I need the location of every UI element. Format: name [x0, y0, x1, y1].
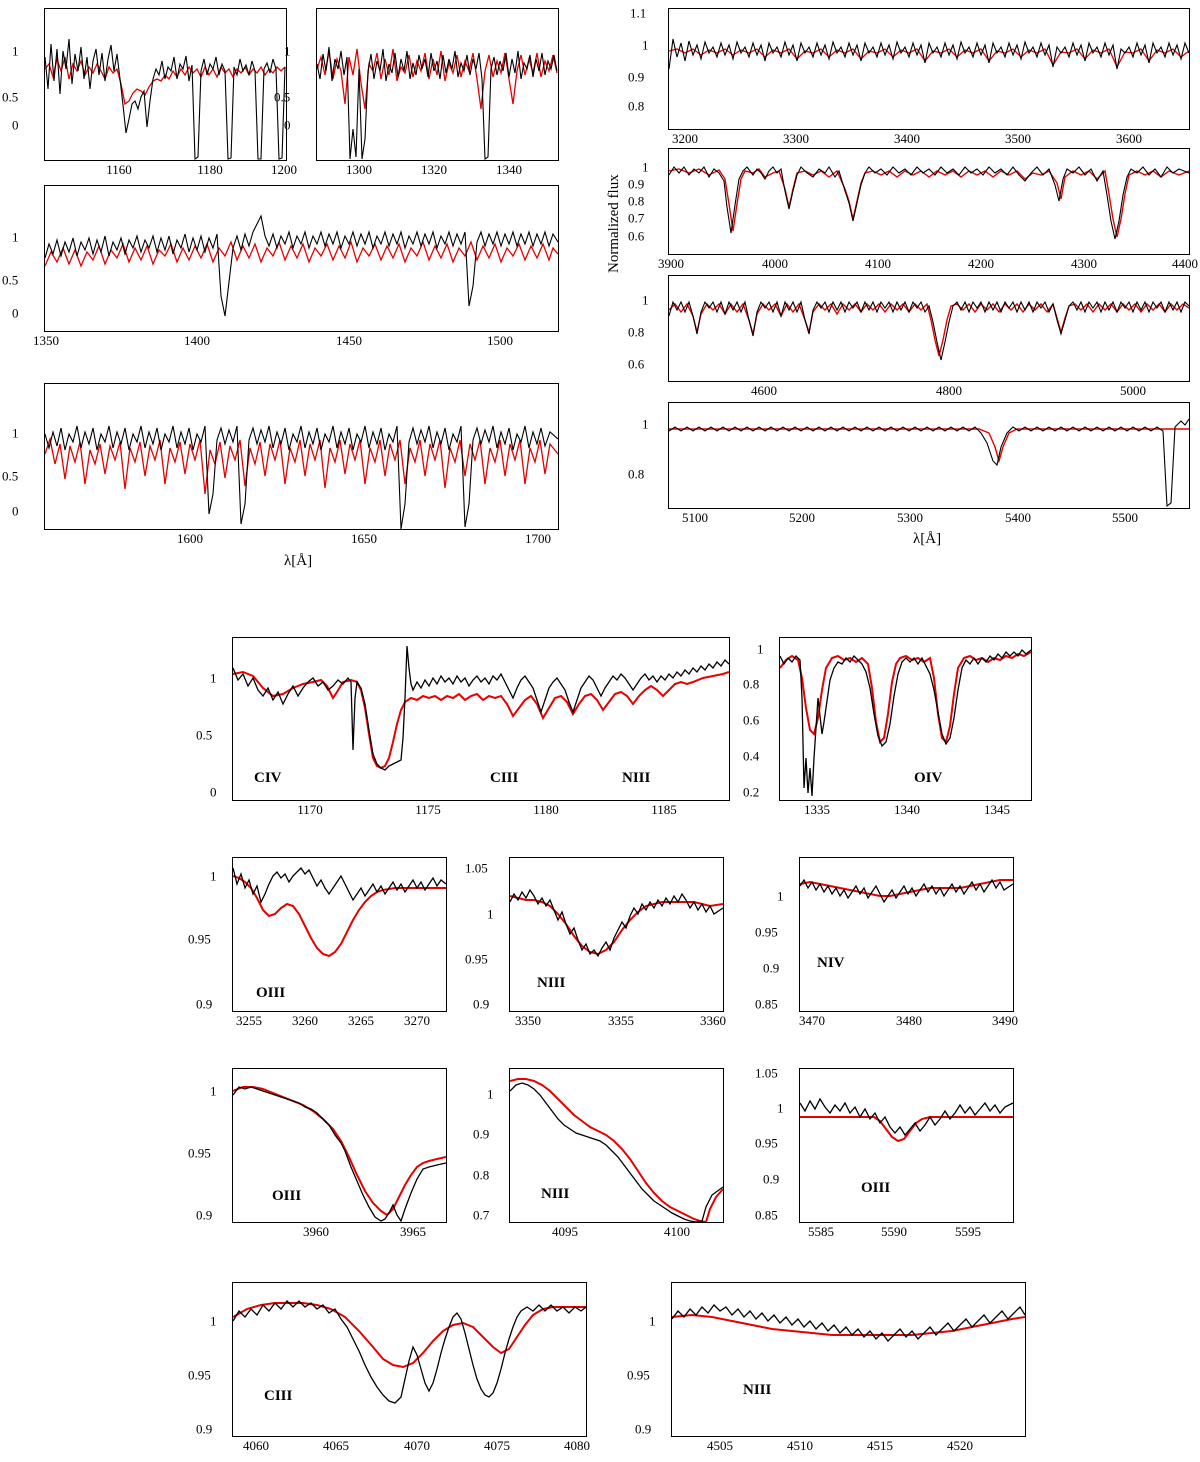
ytick-label: 1	[642, 159, 649, 175]
ytick-label: 1	[642, 37, 649, 53]
ytick-label: 1	[12, 229, 19, 245]
spectrum-plot	[800, 1069, 1013, 1222]
xtick-label: 3300	[783, 131, 809, 146]
ytick-label: 0.7	[628, 210, 645, 226]
xtick-label: 3470	[799, 1013, 825, 1028]
spectrum-plot	[45, 186, 558, 331]
xtick-label: 4095	[552, 1224, 578, 1239]
xtick-label: 4000	[762, 256, 788, 271]
ytick-label: 1	[210, 1083, 217, 1099]
xtick-label: 1340	[894, 802, 920, 817]
spectrum-plot	[669, 149, 1189, 254]
xtick-label: 5000	[1120, 383, 1146, 398]
panel-zoom-3350-3360	[465, 857, 726, 1028]
ytick-label: 0.8	[473, 1167, 490, 1183]
xtick-label: 1500	[487, 333, 513, 348]
xtick-label: 1170	[297, 802, 323, 817]
xtick-label: 3400	[894, 131, 920, 146]
ytick-label: 0.95	[188, 1367, 211, 1383]
ytick-label: 1	[487, 1086, 494, 1102]
xtick-label: 4510	[787, 1438, 813, 1453]
panel-opt-3900-4400	[606, 148, 1198, 273]
ytick-label: 1	[642, 292, 649, 308]
ytick-label: 0.9	[473, 996, 490, 1012]
spectrum-plot	[780, 638, 1031, 800]
xtick-label: 4065	[323, 1438, 349, 1453]
xtick-label: 5585	[808, 1224, 834, 1239]
plot-frame	[44, 185, 559, 332]
xtick-label: 3260	[292, 1013, 318, 1028]
panel-zoom-3255-3272	[188, 857, 447, 1028]
spectrum-plot	[669, 276, 1189, 381]
plot-frame	[44, 8, 287, 161]
plot-frame	[668, 148, 1190, 255]
panel-opt-4500-5050	[628, 275, 1190, 398]
xtick-label: 4400	[1172, 256, 1198, 271]
spectrum-plot	[233, 1069, 446, 1222]
plot-frame	[316, 8, 559, 161]
xtick-label: 4060	[243, 1438, 269, 1453]
plot-frame	[232, 1282, 587, 1437]
panel-zoom-1167-1187	[196, 637, 730, 817]
xtick-label: 1320	[421, 162, 447, 177]
spectrum-plot	[317, 9, 558, 160]
xtick-label: 1450	[336, 333, 362, 348]
ytick-label: 0.8	[628, 193, 645, 209]
xtick-label: 1180	[197, 162, 223, 177]
ytick-label: 0.4	[743, 748, 760, 764]
plot-frame	[232, 1068, 447, 1223]
ion-label-niii: NIII	[743, 1382, 772, 1398]
xtick-label: 3900	[658, 256, 684, 271]
ytick-label: 0.85	[755, 1207, 778, 1223]
ytick-label: 0	[284, 117, 291, 133]
xtick-label: 4080	[564, 1438, 590, 1453]
ion-label-oiii: OIII	[256, 985, 286, 1001]
xtick-label: 1175	[415, 802, 441, 817]
ytick-label: 0	[12, 305, 19, 321]
ytick-label: 0.5	[2, 89, 19, 105]
axis-label-x: λ[Å]	[913, 531, 942, 547]
ytick-label: 0.6	[628, 356, 645, 372]
xtick-label: 1345	[984, 802, 1010, 817]
ytick-label: 0.9	[473, 1126, 490, 1142]
ytick-label: 1	[12, 425, 19, 441]
xtick-label: 4520	[947, 1438, 973, 1453]
spectrum-plot	[800, 858, 1013, 1011]
xtick-label: 3265	[348, 1013, 374, 1028]
plot-frame	[799, 857, 1014, 1012]
ion-label-oiii: OIII	[272, 1188, 302, 1204]
ytick-label: 1	[210, 670, 217, 686]
ytick-label: 0.8	[628, 98, 645, 114]
ytick-label: 0.95	[627, 1367, 650, 1383]
xtick-label: 3600	[1116, 131, 1142, 146]
ytick-label: 0.5	[274, 89, 291, 105]
ytick-label: 0.95	[755, 924, 778, 940]
panel-zoom-4502-4524	[627, 1282, 1026, 1453]
ytick-label: 0	[210, 784, 217, 800]
ytick-label: 0.8	[628, 324, 645, 340]
ion-label-niii: NIII	[541, 1186, 570, 1202]
ion-label-niii: NIII	[622, 770, 651, 786]
ytick-label: 1	[210, 868, 217, 884]
panel-zoom-4060-4080	[188, 1282, 590, 1453]
ytick-label: 1	[12, 43, 19, 59]
panel-zoom-5585-5598	[755, 1065, 1014, 1239]
ion-label-niii: NIII	[537, 975, 566, 991]
xtick-label: 4200	[968, 256, 994, 271]
ion-label-oiii: OIII	[861, 1180, 891, 1196]
ytick-label: 1	[284, 43, 291, 59]
ytick-label: 1	[777, 1100, 784, 1116]
xtick-label: 1300	[346, 162, 372, 177]
ytick-label: 1	[649, 1313, 656, 1329]
ytick-label: 0.2	[743, 784, 760, 800]
plot-frame	[799, 1068, 1014, 1223]
xtick-label: 1700	[525, 531, 551, 546]
ytick-label: 0.9	[196, 1421, 213, 1437]
axis-label-y: Normalized flux	[606, 174, 622, 273]
ytick-label: 0.95	[465, 951, 488, 967]
xtick-label: 5500	[1112, 510, 1138, 525]
xtick-label: 4505	[707, 1438, 733, 1453]
ytick-label: 0.8	[628, 466, 645, 482]
xtick-label: 4100	[664, 1224, 690, 1239]
xtick-label: 1160	[106, 162, 132, 177]
ytick-label: 1	[210, 1313, 217, 1329]
panel-zoom-1333-1347	[743, 637, 1032, 817]
ytick-label: 0	[12, 503, 19, 519]
xtick-label: 1400	[184, 333, 210, 348]
xtick-label: 3490	[992, 1013, 1018, 1028]
ytick-label: 0.9	[763, 960, 780, 976]
ytick-label: 0.6	[743, 712, 760, 728]
ytick-label: 0.7	[473, 1207, 490, 1223]
ytick-label: 0.6	[628, 228, 645, 244]
xtick-label: 3360	[700, 1013, 726, 1028]
ytick-label: 0.95	[755, 1135, 778, 1151]
ytick-label: 1.1	[630, 5, 647, 21]
ytick-label: 1.05	[465, 860, 488, 876]
xtick-label: 3965	[400, 1224, 426, 1239]
plot-frame	[668, 402, 1190, 509]
ytick-label: 0.9	[196, 996, 213, 1012]
xtick-label: 4600	[751, 383, 777, 398]
xtick-label: 4300	[1071, 256, 1097, 271]
ion-label-ciii: CIII	[490, 770, 519, 786]
ion-label-ciii: CIII	[264, 1388, 293, 1404]
xtick-label: 4100	[865, 256, 891, 271]
panel-zoom-4093-4102	[473, 1068, 724, 1239]
spectrum-plot	[233, 1283, 586, 1436]
xtick-label: 4515	[867, 1438, 893, 1453]
ytick-label: 1	[757, 641, 764, 657]
xtick-label: 1600	[177, 531, 203, 546]
xtick-label: 3500	[1005, 131, 1031, 146]
xtick-label: 4070	[404, 1438, 430, 1453]
panel-uv-1150-1200	[2, 8, 297, 177]
ytick-label: 1.05	[755, 1065, 778, 1081]
panel-zoom-3470-3490	[755, 857, 1018, 1028]
spectrum-plot	[45, 9, 286, 160]
ytick-label: 0.9	[628, 176, 645, 192]
ytick-label: 0.95	[188, 1145, 211, 1161]
ytick-label: 0.9	[196, 1207, 213, 1223]
spectrum-plot	[233, 638, 729, 800]
spectrum-plot	[669, 9, 1189, 129]
ion-label-oiv: OIV	[914, 770, 943, 786]
ytick-label: 0	[12, 117, 19, 133]
xtick-label: 5300	[897, 510, 923, 525]
plot-frame	[668, 275, 1190, 382]
xtick-label: 5400	[1005, 510, 1031, 525]
xtick-label: 5590	[881, 1224, 907, 1239]
ion-label-civ: CIV	[254, 770, 282, 786]
plot-frame	[44, 383, 559, 530]
ytick-label: 0.9	[763, 1171, 780, 1187]
xtick-label: 3960	[303, 1224, 329, 1239]
axis-label-x: λ[Å]	[284, 553, 313, 569]
plot-frame	[671, 1282, 1026, 1437]
plot-frame	[779, 637, 1032, 801]
panel-zoom-3956-3966	[188, 1068, 447, 1239]
xtick-label: 1340	[496, 162, 522, 177]
ytick-label: 0.5	[196, 727, 213, 743]
xtick-label: 5200	[789, 510, 815, 525]
xtick-label: 1180	[533, 802, 559, 817]
ytick-label: 1	[642, 416, 649, 432]
plot-frame	[668, 8, 1190, 130]
ytick-label: 0.8	[743, 676, 760, 692]
xtick-label: 3480	[896, 1013, 922, 1028]
ytick-label: 0.9	[628, 69, 645, 85]
xtick-label: 4075	[484, 1438, 510, 1453]
xtick-label: 1200	[271, 162, 297, 177]
xtick-label: 5100	[682, 510, 708, 525]
panel-opt-3200-3650	[628, 5, 1190, 146]
ytick-label: 1	[777, 888, 784, 904]
panel-opt-5080-5560	[628, 402, 1190, 547]
spectrum-plot	[45, 384, 558, 529]
xtick-label: 3270	[404, 1013, 430, 1028]
spectrum-plot	[672, 1283, 1025, 1436]
xtick-label: 3200	[672, 131, 698, 146]
panel-uv-1560-1705	[2, 383, 559, 569]
xtick-label: 1185	[651, 802, 677, 817]
xtick-label: 3355	[608, 1013, 634, 1028]
xtick-label: 1350	[33, 333, 59, 348]
xtick-label: 1335	[804, 802, 830, 817]
ytick-label: 0.5	[2, 468, 19, 484]
xtick-label: 1650	[351, 531, 377, 546]
plot-frame	[232, 637, 730, 801]
xtick-label: 4800	[936, 383, 962, 398]
xtick-label: 3350	[515, 1013, 541, 1028]
ytick-label: 1	[487, 906, 494, 922]
ion-label-niv: NIV	[817, 955, 845, 971]
panel-uv-1350-1520	[2, 185, 559, 348]
ytick-label: 0.5	[2, 272, 19, 288]
xtick-label: 5595	[955, 1224, 981, 1239]
ytick-label: 0.95	[188, 931, 211, 947]
ytick-label: 0.85	[755, 996, 778, 1012]
xtick-label: 3255	[236, 1013, 262, 1028]
ytick-label: 0.9	[635, 1421, 652, 1437]
spectrum-plot	[669, 403, 1189, 508]
